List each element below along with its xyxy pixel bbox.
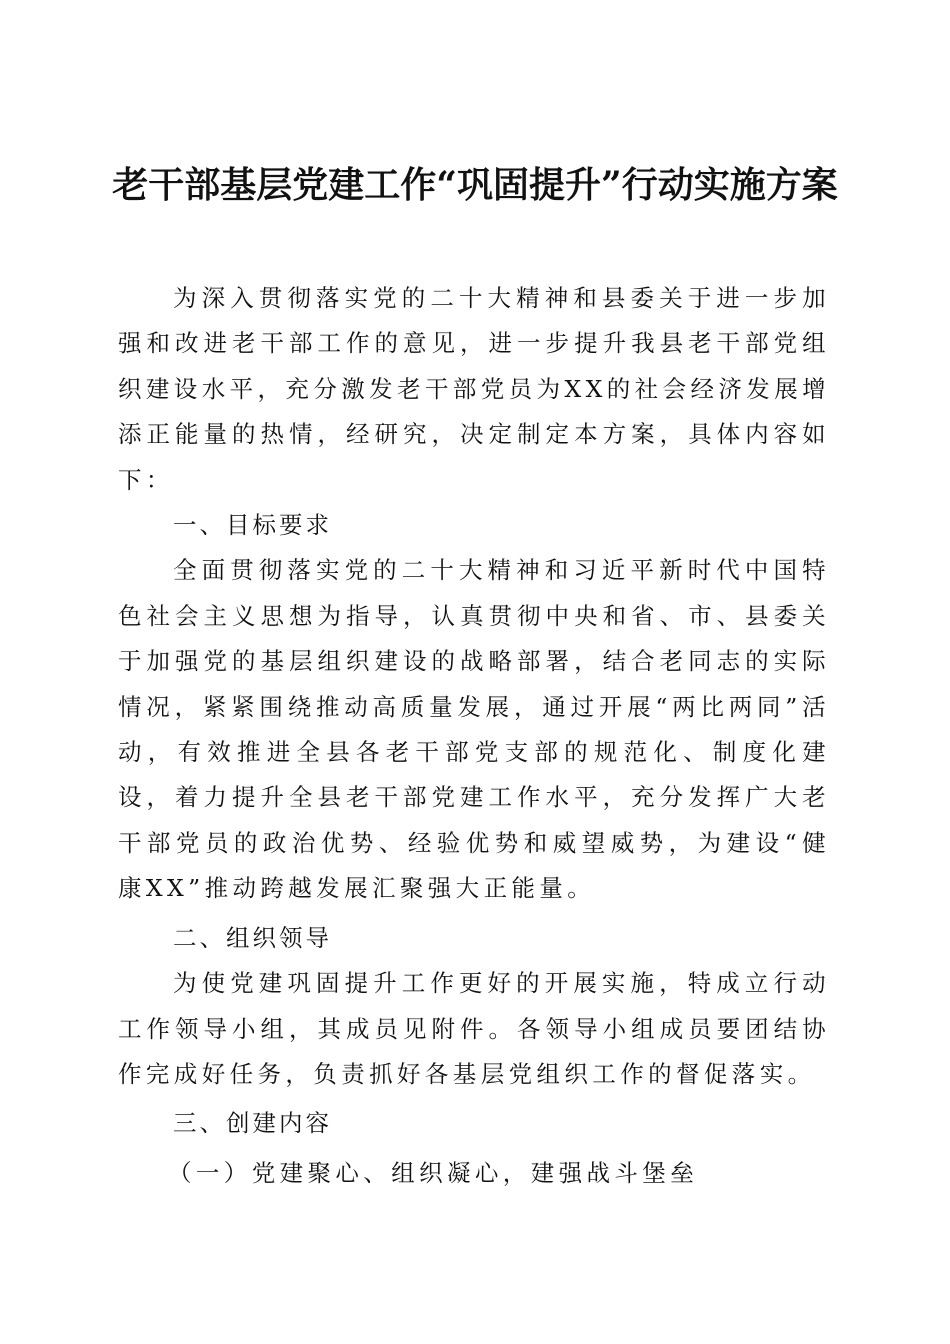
document-body xyxy=(118,276,830,1196)
section-heading-content: 三、创建内容 xyxy=(173,1109,332,1138)
section-paragraph-goals: 全面贯彻落实党的二十大精神和习近平新时代中国特色社会主义思想为指导，认真贯彻中央和省、市、县委关于加强党的基层组织建设的战略部署，结合老同志的实际情况，紧紧围绕推动高质量发展，通过开展“两比两同”活动，有效推进全县各老干部党支部的规范化、制度化建设，着力提升全县老干部党建工作水平，充分发挥广大老干部党员的政治优势、经验优势和威望威势，为建设“健康XX”推动跨越发展汇聚强大正能量。 xyxy=(118,556,830,903)
subsection-heading-1: （一）党建聚心、组织凝心，建强战斗堡垒 xyxy=(168,1158,699,1187)
section-paragraph-leadership: 为使党建巩固提升工作更好的开展实施，特成立行动工作领导小组，其成员见附件。各领导小组成员要团结协作完成好任务，负责抓好各基层党组织工作的督促落实。 xyxy=(118,969,830,1088)
section-heading-goals: 一、目标要求 xyxy=(173,511,332,540)
intro-paragraph: 为深入贯彻落实党的二十大精神和县委关于进一步加强和改进老干部工作的意见，进一步提升我县老干部党组织建设水平，充分激发老干部党员为XX的社会经济发展增添正能量的热情，经研究，决定制定本方案，具体内容如下： xyxy=(118,284,830,494)
section-heading-leadership: 二、组织领导 xyxy=(173,923,332,952)
document-title: 老干部基层党建工作“巩固提升”行动实施方案 xyxy=(112,164,838,207)
